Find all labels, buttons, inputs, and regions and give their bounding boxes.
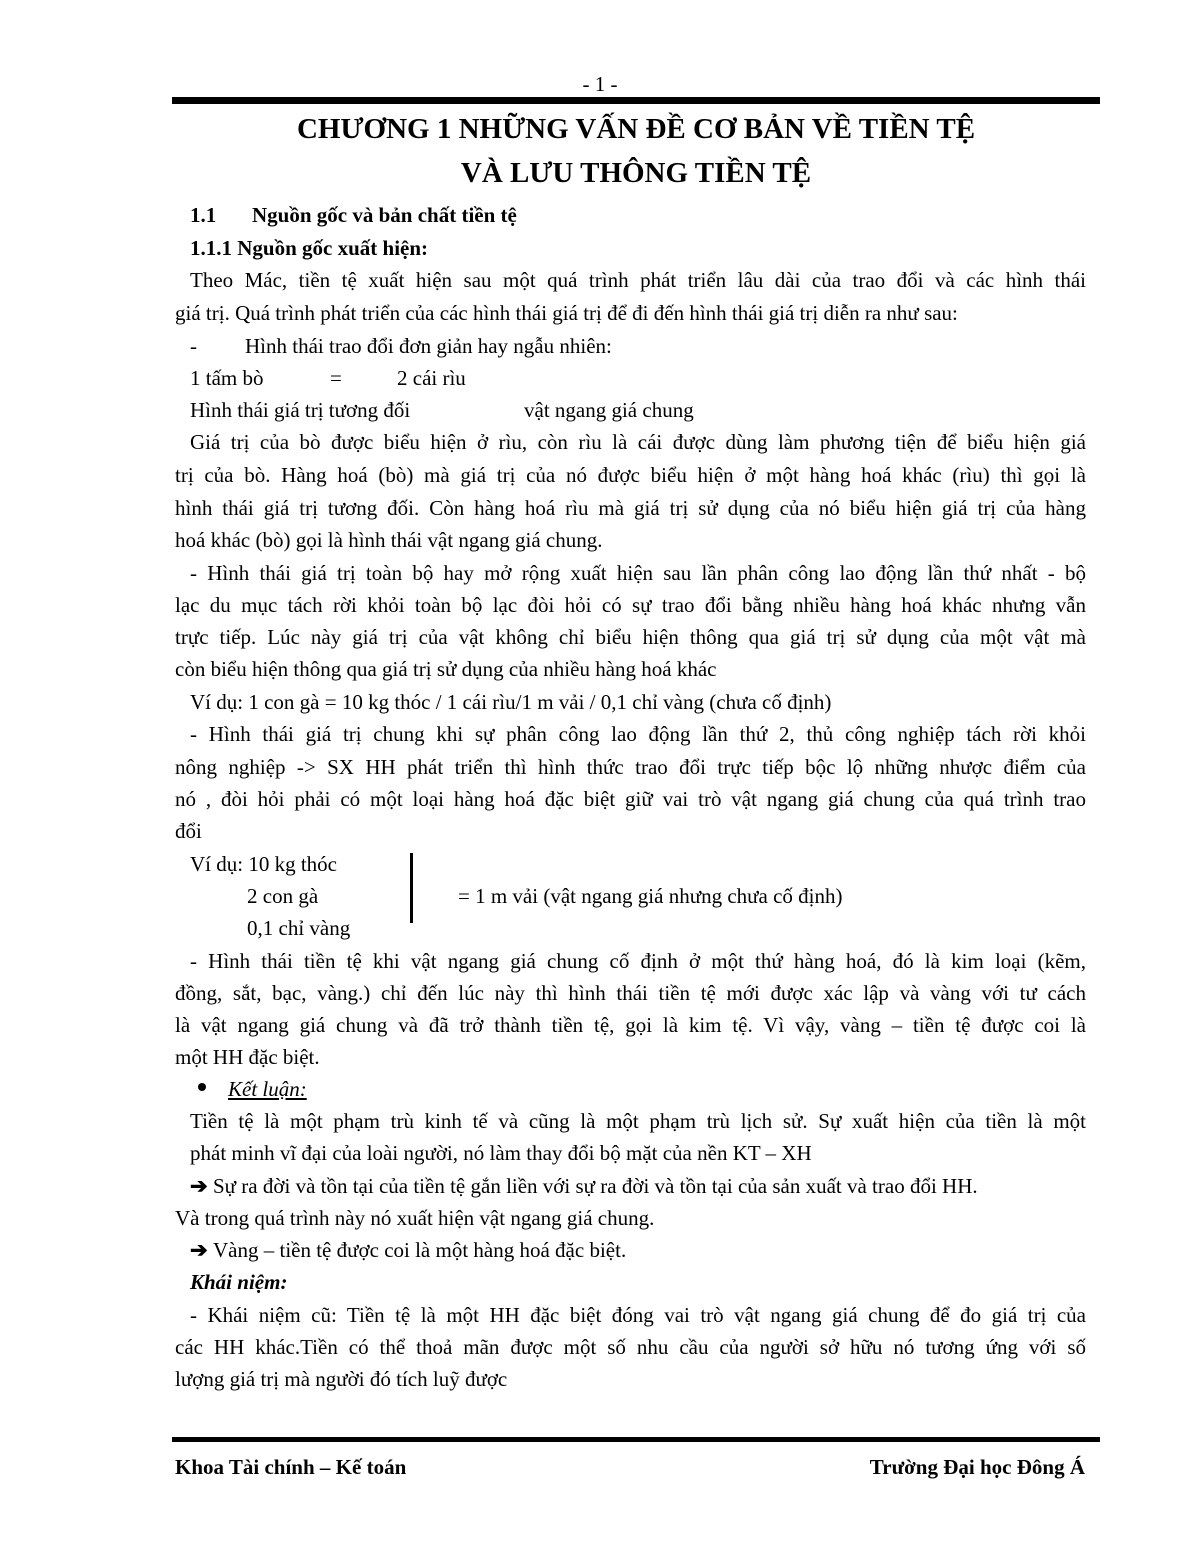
para4-line-4: một HH đặc biệt.	[175, 1045, 320, 1069]
para2-line-4: còn biểu hiện thông qua giá trị sử dụng của nhiều hàng hoá khác	[175, 657, 717, 681]
conclusion-line-2: phát minh vĩ đại của loài người, nó làm thay đổi bộ mặt của nền KT – XH	[190, 1141, 812, 1165]
simple-dash: -	[190, 334, 197, 358]
simple-equals: =	[330, 366, 342, 390]
para2-line-1: - Hình thái giá trị toàn bộ hay mở rộng xuất hiện sau lần phân công lao động lần thứ nhất - bộ	[190, 561, 1086, 585]
concept-heading: Khái niệm:	[190, 1270, 288, 1294]
para3-line-3: nó , đòi hỏi phải có một loại hàng hoá đặc biệt giữ vai trò vật ngang giá chung của quá trình trao	[175, 787, 1086, 811]
conclusion-heading: Kết luận:	[228, 1077, 307, 1101]
footer-left: Khoa Tài chính – Kế toán	[175, 1455, 407, 1479]
simple-left: 1 tấm bò	[190, 366, 264, 390]
label-equivalent-form: vật ngang giá chung	[524, 398, 694, 422]
conclusion-arrow-line-1: Sự ra đời và tồn tại của tiền tệ gắn liền với sự ra đời và tồn tại của sản xuất và trao đổi HH.	[213, 1174, 978, 1198]
example2-row-2: 2 con gà	[247, 884, 319, 908]
para2-line-3: trực tiếp. Lúc này giá trị của vật không chỉ biểu hiện thông qua giá trị sử dụng của một vật mà	[175, 625, 1086, 649]
chapter-title-line-1: CHƯƠNG 1 NHỮNG VẤN ĐỀ CƠ BẢN VỀ TIỀN TỆ	[296, 113, 976, 145]
arrow-right-icon: ➔	[190, 1174, 208, 1198]
section-number: 1.1	[190, 203, 217, 227]
para4-line-3: là vật ngang giá chung và đã trở thành tiền tệ, gọi là kim tệ. Vì vậy, vàng – tiền tệ được coi là	[175, 1013, 1086, 1037]
conclusion-arrow-line-2: Vàng – tiền tệ được coi là một hàng hoá đặc biệt.	[213, 1238, 627, 1262]
subsection-title: 1.1.1 Nguồn gốc xuất hiện:	[190, 236, 429, 260]
header-rule	[172, 97, 1100, 104]
para2-example: Ví dụ: 1 con gà = 10 kg thóc / 1 cái rìu/1 m vải / 0,1 chỉ vàng (chưa cố định)	[190, 690, 832, 714]
example2-result: = 1 m vải (vật ngang giá nhưng chưa cố định)	[458, 884, 843, 908]
chapter-title-line-2: VÀ LƯU THÔNG TIỀN TỆ	[460, 157, 812, 189]
grouping-bar	[410, 853, 413, 923]
concept-line-3: lượng giá trị mà người đó tích luỹ được	[175, 1367, 508, 1391]
para1-line-4: hoá khác (bò) gọi là hình thái vật ngang giá chung.	[175, 528, 603, 552]
arrow-right-icon: ➔	[190, 1238, 208, 1262]
simple-right: 2 cái rìu	[397, 366, 466, 390]
para3-line-4: đổi	[175, 819, 202, 843]
para1-line-1: Giá trị của bò được biểu hiện ở rìu, còn rìu là cái được dùng làm phương tiện để biểu hiện giá	[190, 430, 1086, 454]
para1-line-3: hình thái giá trị tương đối. Còn hàng hoá rìu mà giá trị sử dụng của nó biểu hiện giá trị của hàng	[175, 496, 1086, 520]
para3-line-2: nông nghiệp -> SX HH phát triển thì hình thức trao đổi trực tiếp bộc lộ những nhược điểm của	[175, 755, 1086, 779]
concept-line-1: - Khái niệm cũ: Tiền tệ là một HH đặc biệt đóng vai trò vật ngang giá chung để đo giá trị của	[190, 1303, 1086, 1327]
bullet-icon	[198, 1083, 206, 1091]
para3-line-1: - Hình thái giá trị chung khi sự phân công lao động lần thứ 2, thủ công nghiệp tách rời khỏi	[190, 722, 1086, 746]
example2-row-3: 0,1 chỉ vàng	[247, 916, 351, 940]
para4-line-1: - Hình thái tiền tệ khi vật ngang giá chung cố định ở một thứ hàng hoá, đó là kim loại (kẽm,	[190, 949, 1086, 973]
example2-row-1: Ví dụ: 10 kg thóc	[190, 852, 337, 876]
para1-line-2: trị của bò. Hàng hoá (bò) mà giá trị của nó được biểu hiện ở một hàng hoá khác (rìu) thì gọi là	[175, 463, 1086, 487]
intro-line-1: Theo Mác, tiền tệ xuất hiện sau một quá trình phát triển lâu dài của trao đổi và các hình thái	[190, 268, 1086, 292]
footer-right: Trường Đại học Đông Á	[869, 1455, 1085, 1479]
conclusion-arrow-line-1b: Và trong quá trình này nó xuất hiện vật ngang giá chung.	[175, 1206, 655, 1230]
simple-heading: Hình thái trao đổi đơn giản hay ngẫu nhiên:	[245, 334, 612, 358]
section-title: Nguồn gốc và bản chất tiền tệ	[252, 203, 517, 227]
concept-line-2: các HH khác.Tiền có thể thoả mãn được một số nhu cầu của người sở hữu nó tương ứng với số	[175, 1335, 1086, 1359]
label-relative-form: Hình thái giá trị tương đối	[190, 398, 411, 422]
para2-line-2: lạc du mục tách rời khỏi toàn bộ lạc đòi hỏi có sự trao đổi bằng nhiều hàng hoá khác nhưng vẫn	[175, 593, 1086, 617]
para4-line-2: đồng, sắt, bạc, vàng.) chỉ đến lúc này thì hình thái tiền tệ mới được xác lập và vàng với tư cách	[175, 981, 1086, 1005]
page-number: - 1 -	[582, 72, 618, 96]
intro-line-2: giá trị. Quá trình phát triển của các hình thái giá trị để đi đến hình thái giá trị diễn ra như sau:	[175, 301, 958, 325]
conclusion-line-1: Tiền tệ là một phạm trù kinh tế và cũng là một phạm trù lịch sử. Sự xuất hiện của tiền là một	[190, 1109, 1086, 1133]
footer-rule	[172, 1437, 1100, 1442]
